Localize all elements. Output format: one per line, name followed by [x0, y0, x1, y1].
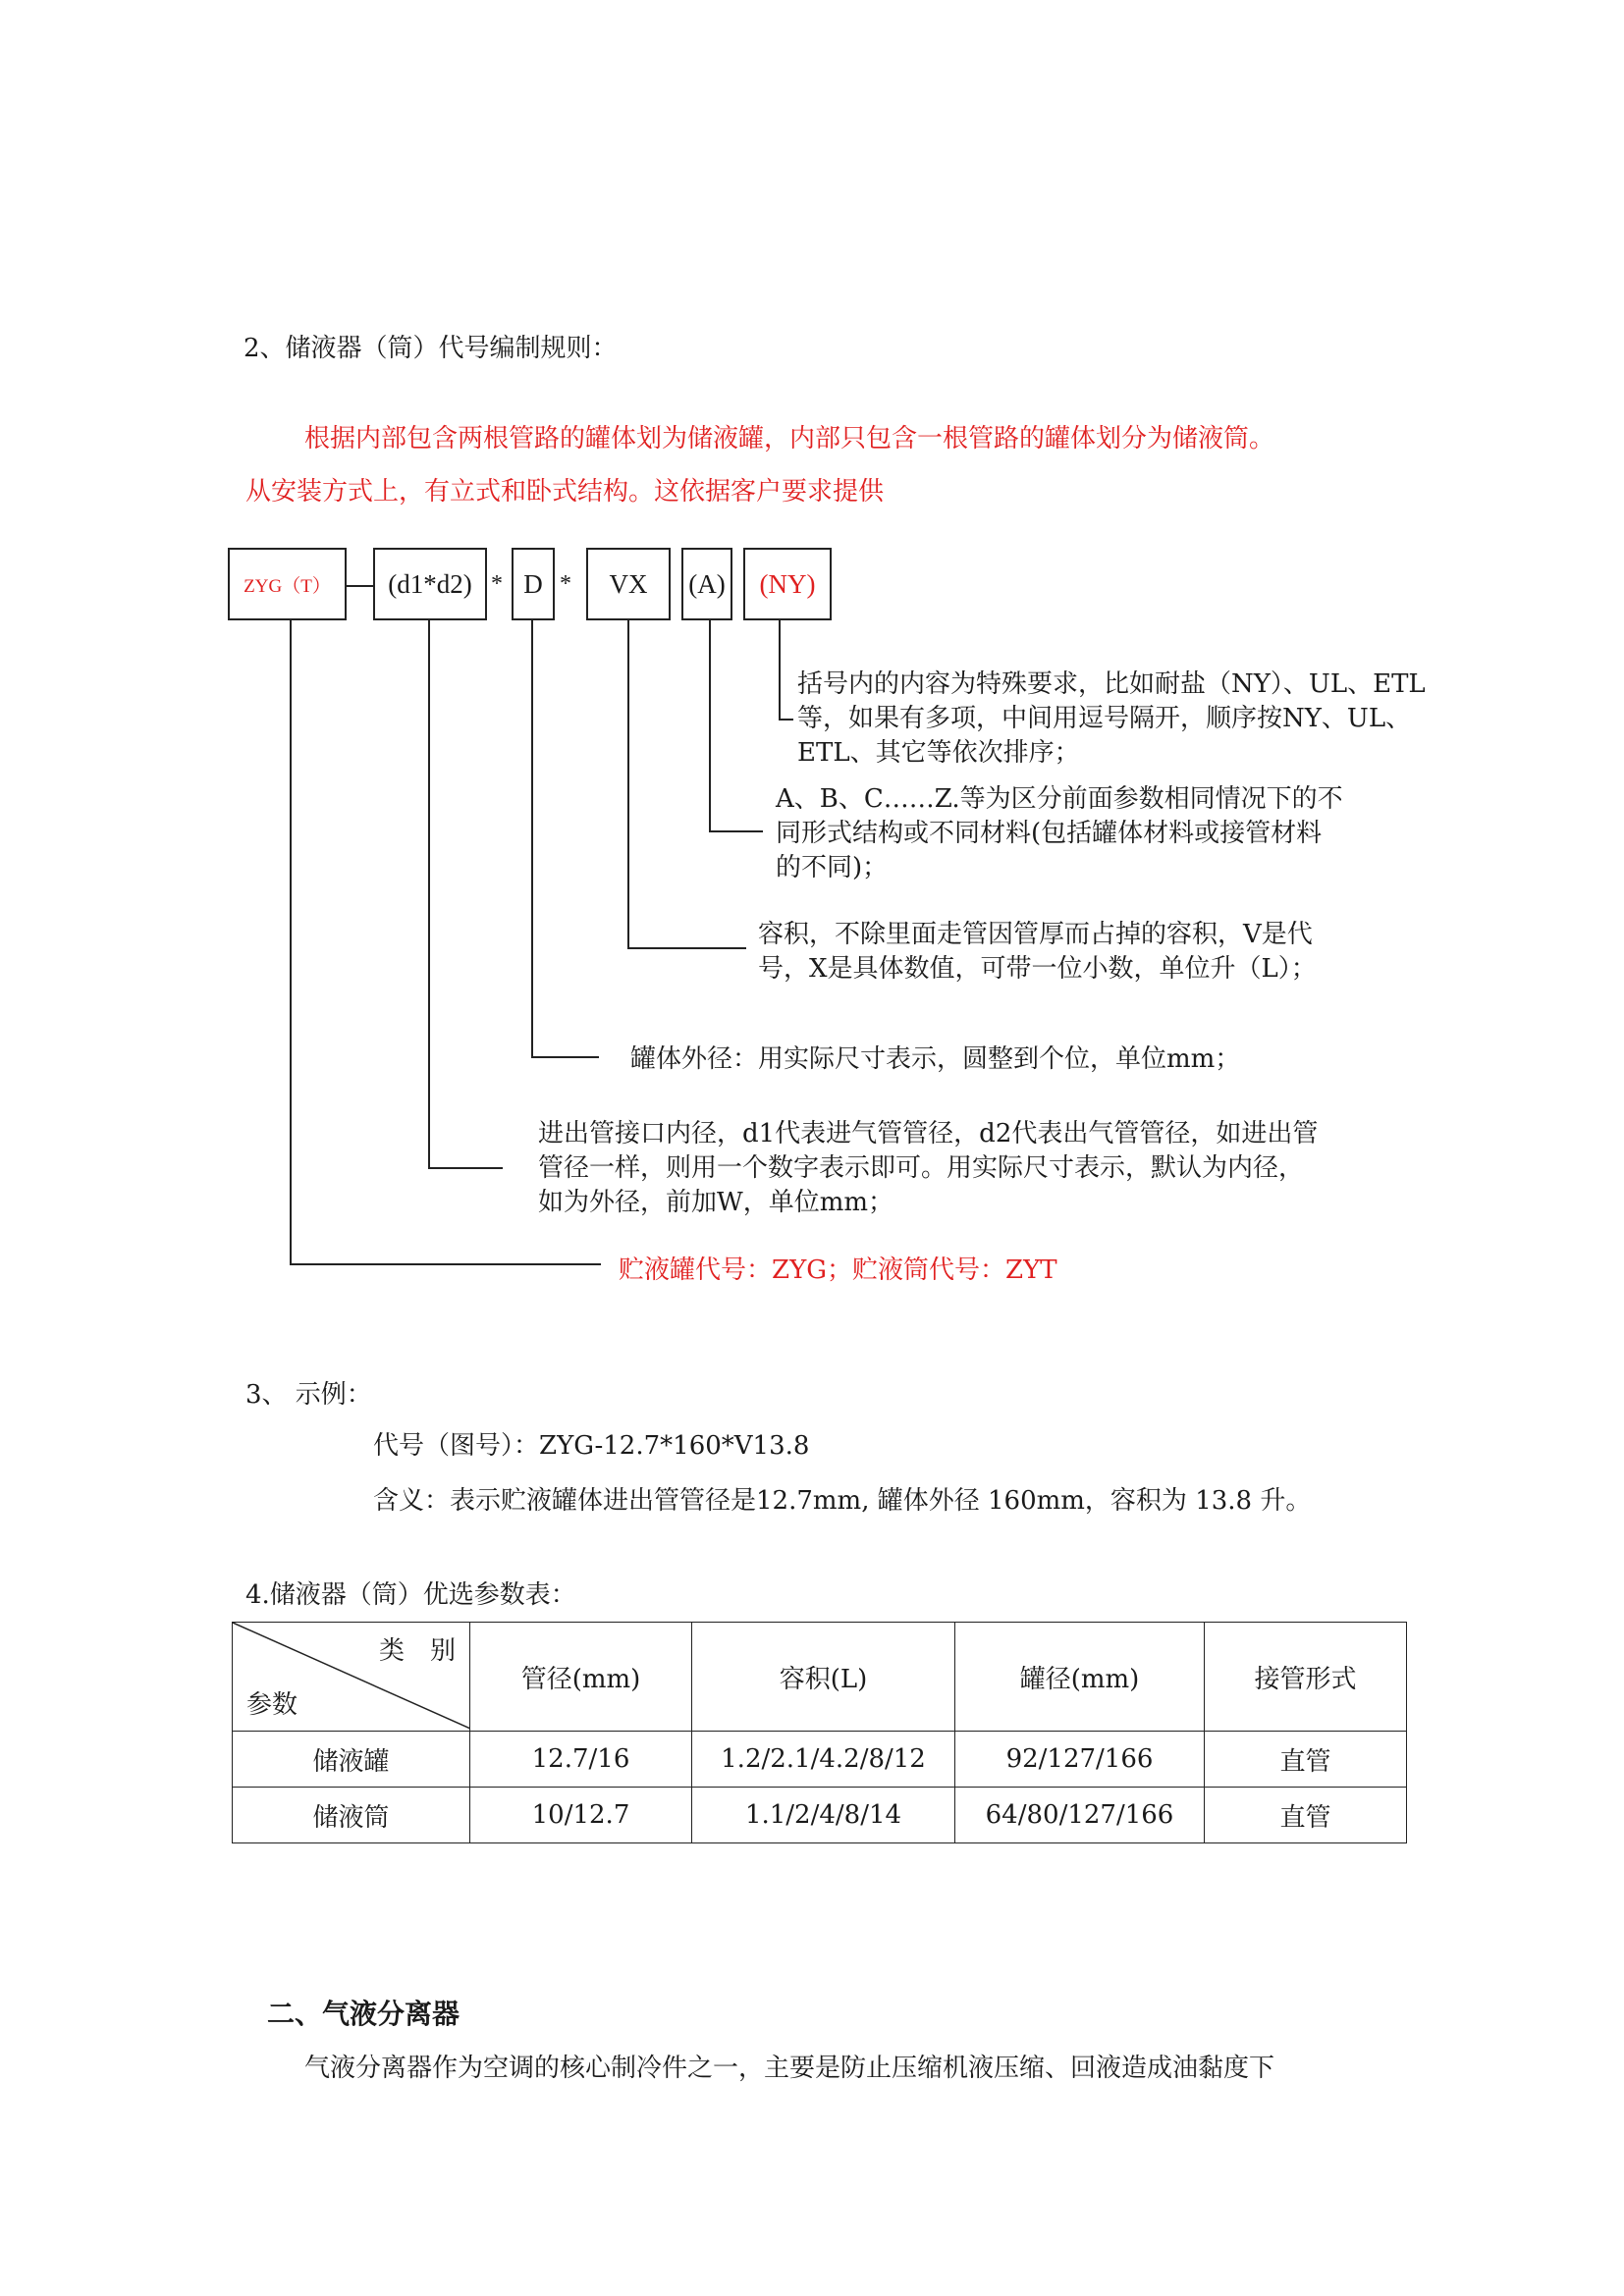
- section-2-intro-line-2: 从安装方式上，有立式和卧式结构。这依据客户要求提供: [245, 477, 885, 507]
- note-d1d2-line-2: 管径一样，则用一个数字表示即可。用实际尺寸表示，默认为内径，: [538, 1153, 1305, 1183]
- section-2-intro-line-1: 根据内部包含两根管路的罐体划为储液罐，内部只包含一根管路的罐体划分为储液筒。: [304, 424, 1275, 454]
- note-a-line-1: A、B、C……Z.等为区分前面参数相同情况下的不: [776, 784, 1343, 814]
- note-d-line-1: 罐体外径：用实际尺寸表示，圆整到个位，单位mm；: [630, 1044, 1241, 1074]
- code-box-a: (A): [681, 548, 732, 620]
- code-box-d: D: [512, 548, 555, 620]
- table-cell: 储液罐: [233, 1732, 470, 1788]
- table-cell: 1.2/2.1/4.2/8/12: [692, 1732, 955, 1788]
- note-a-line-3: 的不同)；: [776, 853, 889, 882]
- table-cell: 1.1/2/4/8/14: [692, 1788, 955, 1843]
- note-d1d2-line-1: 进出管接口内径，d1代表进气管管径，d2代表出气管管径，如进出管: [538, 1119, 1319, 1148]
- parameter-table: [232, 1622, 1407, 1843]
- section-gas-liquid-separator-paragraph: 气液分离器作为空调的核心制冷件之一，主要是防止压缩机液压缩、回液造成油黏度下: [304, 2054, 1275, 2083]
- code-box-zyg: ZYG（T）: [228, 548, 347, 620]
- table-cell: 64/80/127/166: [955, 1788, 1205, 1843]
- table-header-cell: 罐径(mm): [955, 1623, 1205, 1732]
- table-corner-parameter: 参数: [246, 1690, 298, 1720]
- note-vx-line-1: 容积，不除里面走管因管厚而占掉的容积，V是代: [758, 920, 1313, 949]
- code-box-d1-d2: (d1*d2): [373, 548, 487, 620]
- table-header-cell: 接管形式: [1205, 1623, 1407, 1732]
- note-vx-line-2: 号，X是具体数值，可带一位小数，单位升（L）；: [758, 954, 1317, 984]
- table-corner-cell: [233, 1623, 470, 1732]
- code-box-vx: VX: [586, 548, 671, 620]
- separator-asterisk-1: *: [491, 571, 503, 597]
- example-meaning-line: 含义：表示贮液罐体进出管管径是12.7mm, 罐体外径 160mm，容积为 13.8 升。: [373, 1486, 1312, 1516]
- section-4-heading: 4.储液器（筒）优选参数表：: [245, 1580, 576, 1610]
- separator-asterisk-2: *: [560, 571, 571, 597]
- table-cell: 10/12.7: [470, 1788, 692, 1843]
- table-header-cell: 容积(L): [692, 1623, 955, 1732]
- table-corner-category: 类 别: [378, 1636, 456, 1666]
- code-box-ny: (NY): [743, 548, 832, 620]
- note-a-line-2: 同形式结构或不同材料(包括罐体材料或接管材料: [776, 819, 1323, 848]
- note-ny-line-2: 等，如果有多项，中间用逗号隔开，顺序按NY、UL、: [797, 704, 1412, 733]
- table-cell: 92/127/166: [955, 1732, 1205, 1788]
- table-header-cell: 管径(mm): [470, 1623, 692, 1732]
- section-gas-liquid-separator-heading: 二、气液分离器: [267, 1998, 460, 2030]
- table-cell: 储液筒: [233, 1788, 470, 1843]
- note-zyg-line-1: 贮液罐代号：ZYG；贮液筒代号：ZYT: [619, 1255, 1057, 1285]
- section-3-heading: 3、 示例：: [245, 1380, 372, 1410]
- table-row: [233, 1788, 1407, 1843]
- table-cell: 12.7/16: [470, 1732, 692, 1788]
- example-code-line: 代号（图号）：ZYG-12.7*160*V13.8: [373, 1431, 810, 1461]
- table-header-row: [233, 1623, 1407, 1732]
- note-ny-line-3: ETL、其它等依次排序；: [797, 738, 1080, 768]
- note-ny-line-1: 括号内的内容为特殊要求，比如耐盐（NY）、UL、ETL: [797, 669, 1426, 699]
- section-2-heading: 2、储液器（筒）代号编制规则：: [244, 334, 618, 363]
- table-cell: 直管: [1205, 1732, 1407, 1788]
- note-d1d2-line-3: 如为外径，前加W，单位mm；: [538, 1188, 894, 1217]
- table-cell: 直管: [1205, 1788, 1407, 1843]
